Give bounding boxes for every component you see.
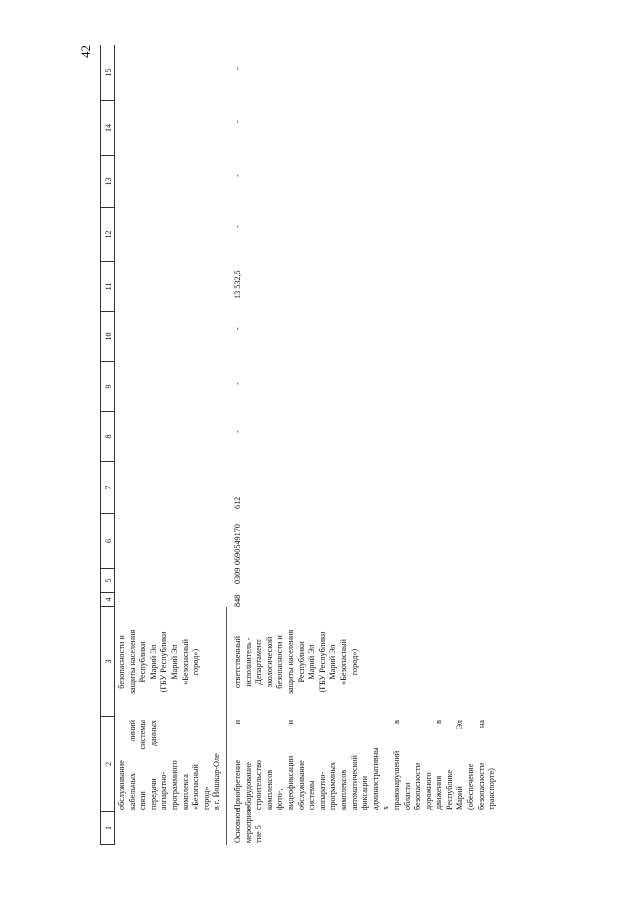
- col-header-5: 5: [100, 569, 115, 593]
- col-header-11: 11: [100, 262, 115, 312]
- col-header-3: 3: [100, 607, 115, 717]
- row-col15: -: [233, 67, 242, 70]
- text-line: мероприя-: [243, 806, 253, 843]
- page-number: 42: [78, 45, 93, 58]
- continuation-col3: [117, 607, 202, 717]
- text-line: безопасности: [413, 763, 423, 810]
- row-col8: -: [233, 430, 242, 433]
- text-line: х: [381, 805, 391, 810]
- text-line: связи системы: [138, 720, 148, 810]
- continuation-col2: [117, 720, 223, 810]
- text-line: «Безопасный: [338, 639, 348, 685]
- row-col5: 0309: [233, 567, 242, 584]
- text-line: транспорте): [487, 768, 497, 810]
- row-col13: -: [233, 174, 242, 177]
- text-line: город»: [201, 786, 211, 810]
- text-line: Марий Эл: [455, 720, 465, 810]
- text-line: комплекса: [180, 774, 190, 810]
- text-line: Приобретение и: [233, 720, 242, 810]
- text-line: Департамент: [254, 639, 264, 685]
- col-header-12: 12: [100, 208, 115, 262]
- row-col4: 848: [233, 594, 242, 607]
- row-col3: [233, 607, 360, 717]
- text-line: Основное: [233, 808, 242, 843]
- col-header-4: 4: [100, 593, 115, 607]
- row-col14: -: [233, 120, 242, 123]
- text-line: экологической: [264, 636, 274, 688]
- text-line: системы: [307, 780, 317, 810]
- row-col1: [233, 806, 265, 843]
- text-line: (ГБУ Республики: [317, 631, 327, 693]
- col-header-6: 6: [100, 514, 115, 569]
- col-header-9: 9: [100, 362, 115, 412]
- text-line: Республики: [296, 641, 306, 683]
- row-col2: [233, 720, 498, 810]
- rotated-table: [100, 45, 545, 845]
- text-line: Республики: [138, 641, 148, 683]
- text-line: кабельных линий: [127, 720, 137, 810]
- text-line: безопасности и: [117, 635, 126, 689]
- text-line: автоматической: [349, 755, 359, 810]
- text-line: области: [402, 782, 412, 810]
- text-line: «Безопасный: [180, 639, 190, 685]
- col-header-7: 7: [100, 462, 115, 514]
- text-line: передачи данных: [148, 720, 158, 810]
- text-line: видеофиксации и: [285, 720, 295, 810]
- text-line: оборудование: [243, 762, 253, 810]
- text-line: обслуживание: [117, 760, 126, 810]
- text-line: защиты населения: [285, 629, 295, 695]
- text-line: безопасности и: [275, 635, 285, 689]
- text-line: ответственный: [233, 636, 242, 689]
- text-line: Марий Эл: [307, 644, 317, 680]
- text-line: строительство: [254, 759, 264, 810]
- col-header-14: 14: [100, 101, 115, 156]
- text-line: Республике: [444, 769, 454, 810]
- text-line: в г. Йошкар-Оле: [212, 753, 222, 810]
- text-line: «Безопасный: [191, 764, 201, 810]
- row-col12: -: [233, 225, 242, 228]
- text-line: (ГБУ Республики: [159, 631, 169, 693]
- text-line: административны: [370, 747, 380, 810]
- text-line: правонарушений в: [391, 720, 401, 810]
- text-line: Марий Эл: [328, 644, 338, 680]
- text-line: защиты населения: [127, 629, 137, 695]
- text-line: аппаратно-: [159, 771, 169, 810]
- row-col6: 0690549170: [233, 524, 242, 565]
- col-header-10: 10: [100, 312, 115, 362]
- text-line: (обеспечение: [466, 763, 476, 810]
- text-line: обслуживание: [296, 760, 306, 810]
- text-line: комплексов: [264, 769, 274, 810]
- row-separator: [226, 607, 227, 845]
- text-line: безопасности на: [476, 720, 486, 810]
- text-line: город»): [191, 648, 201, 676]
- text-line: Марий Эл: [148, 644, 158, 680]
- col-header-15: 15: [100, 45, 115, 101]
- text-line: программного: [169, 760, 179, 810]
- text-line: аппаратно-: [317, 771, 327, 810]
- text-line: тие 5: [254, 825, 264, 843]
- col-header-2: 2: [100, 717, 115, 812]
- col-header-13: 13: [100, 156, 115, 208]
- col-header-8: 8: [100, 412, 115, 462]
- row-col7: 612: [233, 496, 242, 509]
- text-line: движения в: [434, 720, 444, 810]
- text-line: фиксации: [360, 776, 370, 810]
- text-line: комплексов: [338, 769, 348, 810]
- text-line: фото-,: [275, 788, 285, 810]
- text-line: программных: [328, 762, 338, 810]
- row-col9: -: [233, 382, 242, 385]
- col-header-1: 1: [100, 812, 115, 845]
- row-col11: 13 532,5: [233, 270, 242, 299]
- text-line: город»): [349, 648, 359, 676]
- row-col10: -: [233, 327, 242, 330]
- text-line: дорожного: [423, 772, 433, 810]
- text-line: исполнитель -: [243, 637, 253, 687]
- text-line: Марий Эл: [169, 644, 179, 680]
